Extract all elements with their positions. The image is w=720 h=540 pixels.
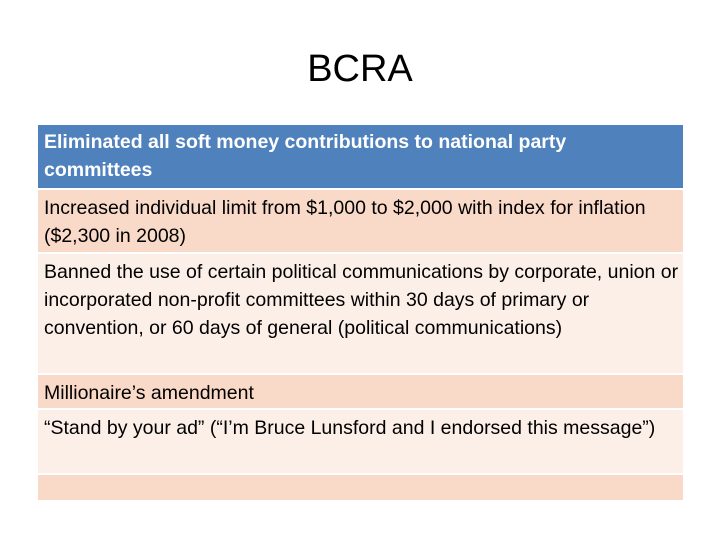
table-row: “Stand by your ad” (“I’m Bruce Lunsford and I endorsed this message”) bbox=[38, 410, 683, 475]
table-row: Increased individual limit from $1,000 to $2,000 with index for inflation ($2,300 in 2008) bbox=[38, 190, 683, 254]
bcra-provisions-table bbox=[38, 125, 683, 502]
table-row-empty bbox=[38, 475, 683, 502]
table-row: Banned the use of certain political communications by corporate, union or incorporated non-profit committees within 30 days of primary or convention, or 60 days of general (political communications) bbox=[38, 254, 683, 375]
table-row: Millionaire’s amendment bbox=[38, 375, 683, 410]
table-row: Eliminated all soft money contributions to national party committees bbox=[38, 125, 683, 190]
slide-title: BCRA bbox=[307, 48, 413, 90]
